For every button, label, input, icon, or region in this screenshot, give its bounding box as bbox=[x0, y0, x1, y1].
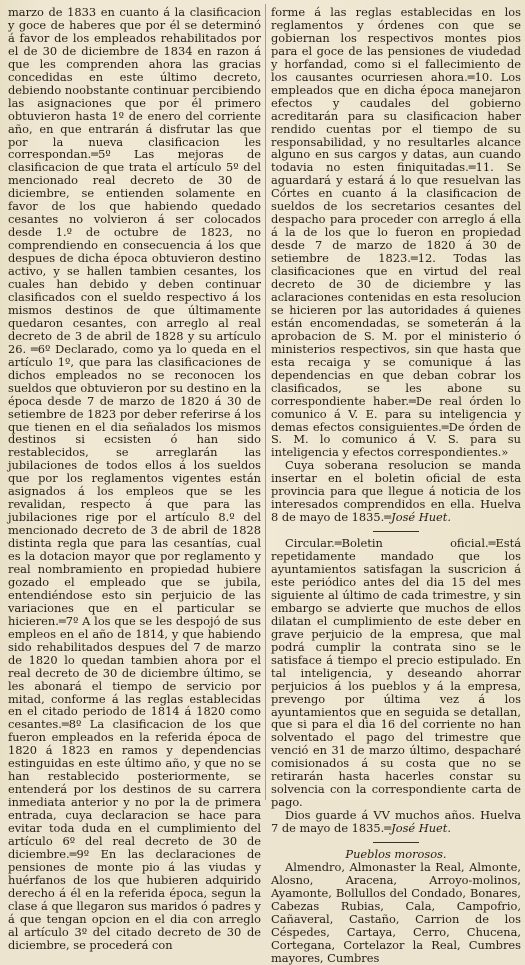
section-separator bbox=[373, 531, 419, 532]
publication-note-text: Cuya soberana resolucion se manda insertar en el boletin oficial de esta provincia para que llegue á noticia de los interesados comprendidos en ella. Huelva 8 de mayo de 1835.═ bbox=[271, 458, 521, 525]
towns-list: Almendro, Almonaster la Real, Almonte, Alosno, Aracena, Arroyo-molinos, Ayamonte, Bollullos del Condado, Bonares, Cabezas Rubias, Cala, Campofrio, Cañaveral, Castaño, Carrion de los Céspedes, Cartaya, Cerro, Chucena, Cortegana, Cortelazor la Real, Cumbres mayores, Cumbres bbox=[271, 860, 521, 965]
right-column bbox=[271, 5, 521, 965]
section-separator bbox=[373, 842, 419, 843]
circular-closing-text: Dios guarde á VV muchos años. Huelva 7 de mayo de 1835.═ bbox=[271, 808, 521, 836]
left-column bbox=[8, 5, 261, 952]
decree-text-end: forme á las reglas establecidas en los reglamentos y órdenes con que se gobiernan los respectivos montes pios para el goce de las pensiones de viudedad y horfandad, como si el fallecimiento de los causantes ocurriesen ahora.═10. Los empleados que en dicha época manejaron efectos y caudales del gobierno acreditarán para su clasificacion haber rendido cuentas por el tiempo de su responsabilidad, y no resultarles alcance alguno en sus cargos y datas, aun cuando todavia no esten finiquitadas.═11. Se aguardará y estará á lo que resuelvan las Córtes en cuanto á la clasificacion de sueldos de los secretarios cesantes del despacho para proceder con arreglo á ella á la de los que lo fueron en propiedad desde 7 de marzo de 1820 á 30 de setiembre de 1823.═12. Todas las clasificaciones que en virtud del real decreto de 30 de diciembre y las aclaraciones contenidas en esta resolucion se hicieren por las autoridades á quienes están encomendadas, se someterán á la aprobacion de S. M. por el ministerio ó ministerios respectivos, sin que hasta que esta recaiga y se comunique á las dependencias en que deban cobrar los clasificados, se les abone su correspondiente haber.═De real órden lo comunico á V. E. para su inteligencia y demas efectos consiguientes.═De órden de S. M. lo comunico á V. S. para su inteligencia y efectos correspondientes.» bbox=[271, 5, 521, 460]
circular-signature: José Huet. bbox=[391, 821, 451, 836]
towns-heading: Pueblos morosos. bbox=[345, 847, 447, 862]
decree-text-continued: marzo de 1833 en cuanto á la clasificacion y goce de haberes que por él se determinó á favor de los empleados rehabilitados por el de 30 de diciembre de 1834 en razon á que les comprenden ahora las gracias concedidas en este último decreto, debiendo noobstante continuar percibiendo las asignaciones que por él primero obtuvieron hasta 1º de enero del corriente año, en que entrarán á disfrutar las que por la nueva clasificacion les correspondan.═5º Las mejoras de clasificacion de que trata el artículo 5º del mencionado real decreto de 30 de diciembre, se entienden solamente en favor de los que habiendo quedado cesantes no volvieron á ser colocados desde 1.º de octubre de 1823, no comprendiendo en consecuencia á los que despues de dicha época obtuvieron destino activo, y se hallen tambien cesantes, los cuales han debido y deben continuar clasificados con el sueldo respectivo á los mismos destinos de que últimamente quedaron cesantes, con arreglo al real decreto de 3 de abril de 1828 y su artículo 26. ═6º Declarado, como ya lo queda en el artículo 1º, que para las clasificaciones de dichos empleados no se reconocen los sueldos que obtuvieron por su destino en la época desde 7 de marzo de 1820 á 30 de setiembre de 1823 por deber referirse á los que tienen en el dia señalados los mismos destinos si ecsisten ó han sido restablecidos, se arreglarán las jubilaciones de todos ellos á los sueldos que por los reglamentos vigentes están asignados á los empleos que se les revalidan, respecto á que para las jubilaciones rige por el artículo 8.º del mencionado decreto de 3 de abril de 1828 distinta regla que para las cesantías, cual es la dotacion mayor que por reglamento y real nombramiento en propiedad hubiere gozado el empleado que se jubila, entendiéndose esto sin perjuicio de las variaciones que en el particular se hicieren.═7º A los que se les despojó de sus empleos en el año de 1814, y que habiendo sido rehabilitados despues del 7 de marzo de 1820 lo quedan tambien ahora por el real decreto de 30 de diciembre último, se les abonará el tiempo de servicio por mitad, conforme á las reglas establecidas en el citado periodo de 1814 á 1820 como cesantes.═8º La clasificacion de los que fueron empleados en la referida época de 1820 á 1823 en ramos y dependencias estinguidas en este último año, y que no se han restablecido posteriormente, se entenderá por los destinos de su carrera inmediata anterior y no por la de primera entrada, cuya declaracion se hace para evitar toda duda en el cumplimiento del artículo 6º del real decreto de 30 de diciembre.═9º En las declaraciones de pensiones de monte pio á las viudas y huérfanos de los que hubieren adquirido derecho á él en la referida época, segun la clase á que llegaron sus maridos ó padres y á que tengan opcion en el dia con arreglo al artículo 3º del citado decreto de 30 de diciembre, se procederá con bbox=[8, 5, 261, 952]
publication-note bbox=[271, 459, 521, 524]
circular-closing bbox=[271, 809, 521, 835]
publication-signature: José Huet. bbox=[391, 510, 451, 525]
column-divider bbox=[265, 4, 266, 800]
circular-notice: Circular.═Boletin oficial.═Está repetidamente mandado que los ayuntamientos satisfagan la suscricion á este periódico antes del dia 15 del mes siguiente al último de cada trimestre, y sin embargo se advierte que muchos de ellos dilatan el cumplimiento de este deber en grave perjuicio de la empresa, que mal podrá cumplir la contrata sino se le satisface á tiempo el precio estipulado. En tal inteligencia, y deseando ahorrar perjuicios á los pueblos y á la empresa, prevengo por última vez á los ayuntamientos que en seguida se detallan, que si para el dia 16 del corriente no han solventado el pago del trimestre que venció en 31 de marzo último, despacharé comisionados á su costa que no se retirarán hasta hacerles constar su solvencia con la correspondiente carta de pago. bbox=[271, 536, 521, 810]
